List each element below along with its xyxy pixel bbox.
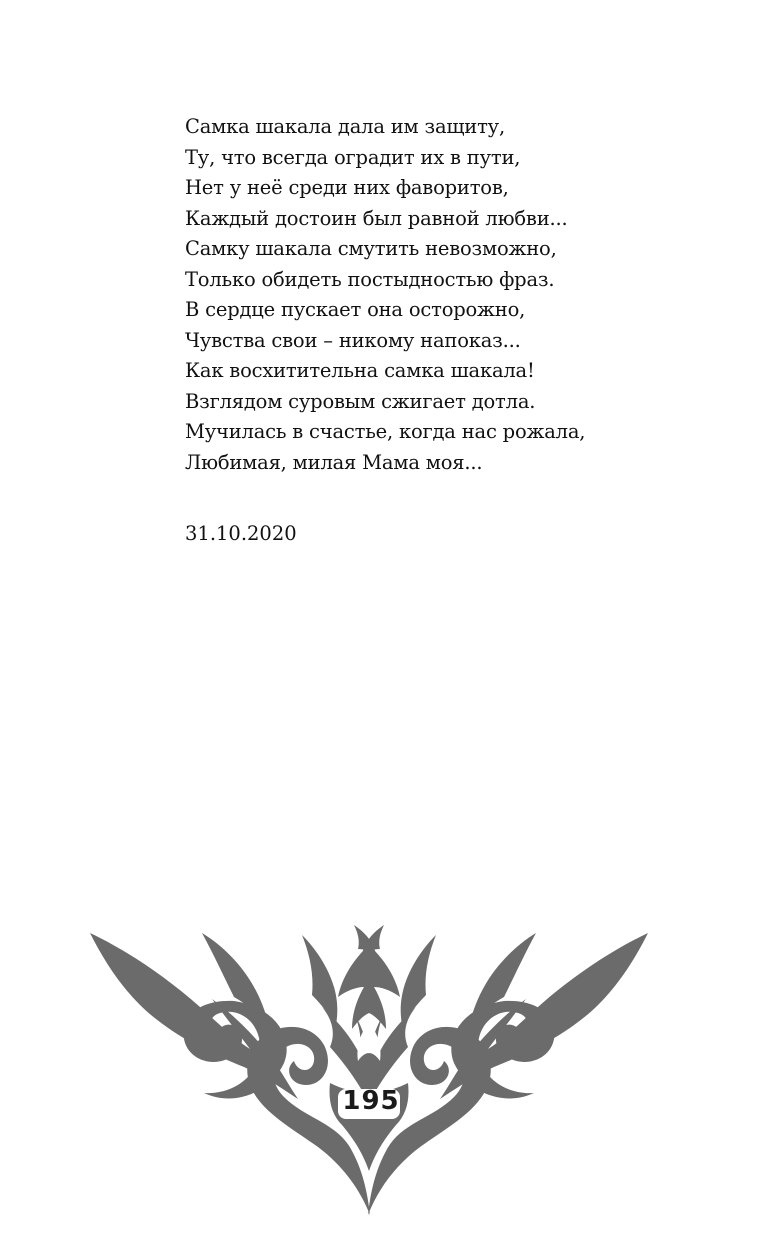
poem-line: Ту, что всегда оградит их в пути,	[185, 145, 521, 169]
poem-line: Взглядом суровым сжигает дотла.	[185, 389, 536, 413]
poem-line: Только обидеть постыдностью фраз.	[185, 267, 555, 291]
poem-line: Самку шакала смутить невозможно,	[185, 237, 557, 260]
poem-line: Как восхитительна самка шакала!	[185, 359, 535, 382]
poem-line: Каждый достоин был равной любви...	[185, 206, 568, 230]
poem-line: Любимая, милая Мама моя...	[185, 450, 483, 474]
poem-line: Самка шакала дала им защиту,	[185, 115, 505, 138]
poem-line: Мучилась в счастье, когда нас рожала,	[185, 420, 586, 443]
poem-line: Нет у неё среди них фаворитов,	[185, 176, 509, 199]
poem-date: 31.10.2020	[185, 522, 297, 545]
poem-text	[185, 112, 705, 478]
page-number: 195	[342, 1086, 400, 1116]
poem-line: В сердце пускает она осторожно,	[185, 298, 526, 321]
poem-line: Чувства свои – никому напоказ...	[185, 328, 521, 352]
tribal-ornament-icon	[84, 915, 654, 1215]
